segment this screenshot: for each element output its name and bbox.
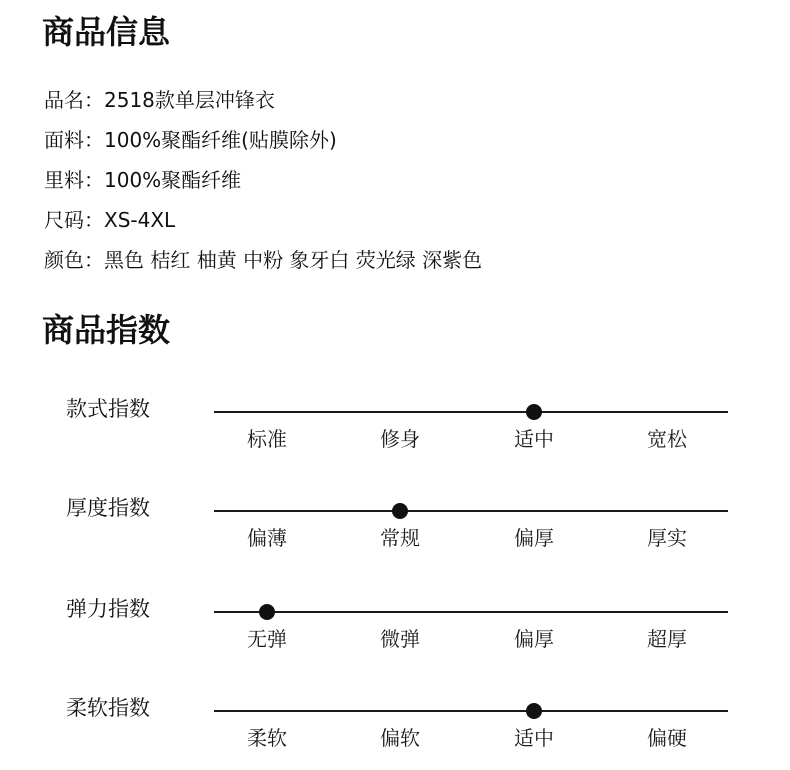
index-option: 偏厚 (514, 526, 554, 550)
index-scale-line (214, 710, 728, 712)
index-scale-line (214, 510, 728, 512)
index-option: 微弹 (380, 627, 420, 651)
index-marker-dot (392, 503, 408, 519)
index-row-style (0, 397, 790, 471)
index-scale-line (214, 611, 728, 613)
index-marker-dot (259, 604, 275, 620)
spec-product-name: 品名：2518款单层冲锋衣 (44, 88, 275, 112)
spec-color: 颜色：黑色 桔红 柚黄 中粉 象牙白 荧光绿 深紫色 (44, 248, 483, 272)
spec-lining: 里料：100%聚酯纤维 (44, 168, 242, 192)
index-option: 修身 (380, 427, 420, 451)
index-option: 偏厚 (514, 627, 554, 651)
index-option: 适中 (514, 726, 554, 750)
index-option: 常规 (380, 526, 420, 550)
index-label: 厚度指数 (66, 496, 150, 520)
spec-size: 尺码：XS-4XL (44, 208, 176, 232)
index-option: 偏薄 (247, 526, 287, 550)
index-option: 偏软 (380, 726, 420, 750)
index-label: 柔软指数 (66, 696, 150, 720)
index-option: 宽松 (647, 427, 687, 451)
index-label: 弹力指数 (66, 597, 150, 621)
index-option: 偏硬 (647, 726, 687, 750)
index-row-elasticity (0, 597, 790, 671)
index-option: 无弹 (247, 627, 287, 651)
index-option: 适中 (514, 427, 554, 451)
index-marker-dot (526, 703, 542, 719)
index-option: 厚实 (647, 526, 687, 550)
index-row-thickness (0, 496, 790, 570)
index-option: 标准 (247, 427, 287, 451)
index-marker-dot (526, 404, 542, 420)
index-option: 超厚 (647, 627, 687, 651)
index-scale-line (214, 411, 728, 413)
index-label: 款式指数 (66, 397, 150, 421)
spec-fabric: 面料：100%聚酯纤维(贴膜除外) (44, 128, 337, 152)
index-row-softness (0, 696, 790, 770)
product-index-title: 商品指数 (42, 311, 171, 349)
index-option: 柔软 (247, 726, 287, 750)
product-info-title: 商品信息 (42, 13, 171, 51)
